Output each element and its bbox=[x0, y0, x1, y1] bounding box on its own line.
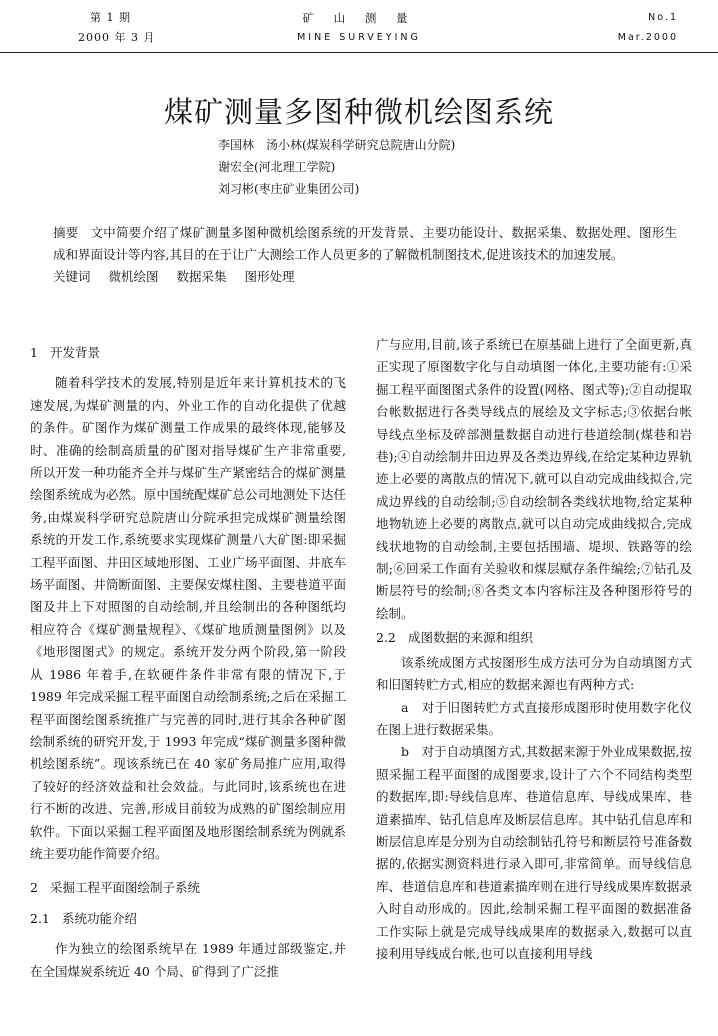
author-line: 李国林 汤小林(煤炭科学研究总院唐山分院) bbox=[218, 138, 456, 152]
subsection-heading: 2.1 系统功能介绍 bbox=[30, 910, 138, 926]
header-right bbox=[558, 8, 678, 48]
keywords-label: 关键词 bbox=[53, 269, 91, 284]
issue-number: 第 1 期 bbox=[90, 11, 131, 24]
section-heading: 1 开发背景 bbox=[30, 345, 101, 360]
list-item: b 对于自动填图方式,其数据来源于外业成果数据,按照采掘工程平面图的成图要求,设计了六个不同结构类型的数据库,即:导线信息库、巷道信息库、导线成果库、巷道素描库、钻孔信息库及断层信息库。其中钻孔信息库和断层信息库是分别为自动绘制钻孔符号和断层符号准备数据的,依据实测资料进行录入即可,非常简单。而导线信息库、巷道信息库和巷道素描库则在进行导线成果库数据录入时自动形成的。因此,绘制采掘工程平面图的数据准备工作实际上就是完成导线成果库的数据录入,数据可以直接利用导线成台帐,也可以直接利用导线 bbox=[376, 744, 692, 961]
left-column bbox=[30, 334, 346, 983]
issue-no: No.1 bbox=[648, 12, 678, 23]
subsection-heading: 2.2 成图数据的来源和组织 bbox=[376, 630, 534, 646]
right-column bbox=[376, 334, 692, 965]
section-heading: 2 采掘工程平面图绘制子系统 bbox=[30, 880, 201, 896]
author-line: 刘习彬(枣庄矿业集团公司) bbox=[218, 182, 360, 196]
issue-month: Mar.2000 bbox=[617, 32, 678, 43]
abstract-label: 摘要 bbox=[53, 225, 79, 240]
body-paragraph: 作为独立的绘图系统早在 1989 年通过部级鉴定,并在全国煤炭系统近 40 个局、矿得到了广泛推 bbox=[30, 941, 346, 979]
keywords bbox=[53, 266, 677, 288]
journal-name-cn: 矿 山 测 量 bbox=[302, 11, 416, 25]
list-item: a 对于旧图转贮方式直接形成图形时使用数字化仪在图上进行数据采集。 bbox=[376, 699, 692, 737]
body-paragraph: 随着科学技术的发展,特别是近年来计算机技术的飞速发展,为煤矿测量的内、外业工作的自动化提供了优越的条件。矿图作为煤矿测量工作成果的最终体现,能够及时、准确的绘制高质量的矿图对指导煤矿生产非常重要,所以开发一种功能齐全并与煤矿生产紧密结合的煤矿测量绘图系统成为必然。原中国统配煤矿总公司地测处下达任务,由煤炭科学研究总院唐山分院承担完成煤矿测量绘图系统的开发工作,系统要求实现煤矿测量八大矿图:即采掘工程平面图、井田区域地形图、工业广场平面图、井底车场平面图、井筒断面图、主要保安煤柱图、主要巷道平面图及井上下对照图的自动绘制,并且绘制出的各种图纸均相应符合《煤矿测量规程》、《煤矿地质测量图例》以及《地形图图式》的规定。系统开发分两个阶段,第一阶段从 1986 年着手,在软硬件条件非常有限的情况下,于 1989 年完成采掘工程平面图自动绘制系统;之后在采掘工程平面图绘图系统推广与完善的同时,进行其余各种矿图绘制系统的研究开发,于 1993 年完成“煤矿测量多图种微机绘图系统”。现该系统已在 40 家矿务局推广应用,取得了较好的经济效益和社会效益。与此同时,该系统也在进行不断的改进、完善,形成目前较为成熟的矿图绘制应用软件。下面以采掘工程平面图及地形图绘制系统为例就系统主要功能作简要介绍。 bbox=[30, 375, 346, 861]
abstract-text: 文中简要介绍了煤矿测量多图种微机绘图系统的开发背景、主要功能设计、数据采集、数据处理、图形生成和界面设计等内容,其目的在于让广大测绘工作人员更多的了解微机制图技术,促进该技术的加速发展。 bbox=[53, 225, 677, 262]
abstract bbox=[53, 222, 677, 288]
abstract-paragraph bbox=[53, 222, 677, 266]
body-paragraph: 该系统成图方式按图形生成方法可分为自动填图方式和旧图转贮方式,相应的数据来源也有两种方式: bbox=[376, 654, 692, 693]
author-block bbox=[218, 134, 455, 200]
header-rule bbox=[0, 52, 718, 53]
journal-name-en: MINE SURVEYING bbox=[297, 32, 421, 43]
keyword: 数据采集 bbox=[176, 269, 227, 284]
author-line: 谢宏全(河北理工学院) bbox=[218, 160, 336, 174]
body-paragraph: 广与应用,目前,该子系统已在原基础上进行了全面更新,真正实现了原图数字化与自动填图一体化,主要功能有:①采掘工程平面图图式条件的设置(网格、图式等);②自动提取台帐数据进行各类导线点的展绘及文字标志;③依据台帐导线点坐标及碎部测量数据自动进行巷道绘制(煤巷和岩巷);④自动绘制井田边界及各类边界线,在给定某种边界轨迹上必要的离散点的情况下,就可以自动完成曲线拟合,完成边界线的自动绘制;⑤自动绘制各类线状地物,给定某种地物轨迹上必要的离散点,就可以自动完成曲线拟合,完成线状地物的自动绘制,主要包括围墙、堤坝、铁路等的绘制;⑥回采工作面有关验收和煤层赋存条件编绘;⑦钻孔及断层符号的绘制;⑧各类文本内容标注及各种图形符号的绘制。 bbox=[376, 337, 692, 621]
keyword: 微机绘图 bbox=[108, 269, 159, 284]
keyword: 图形处理 bbox=[244, 269, 295, 284]
paper-title: 煤矿测量多图种微机绘图系统 bbox=[163, 95, 554, 129]
issue-date: 2000 年 3 月 bbox=[78, 31, 156, 44]
